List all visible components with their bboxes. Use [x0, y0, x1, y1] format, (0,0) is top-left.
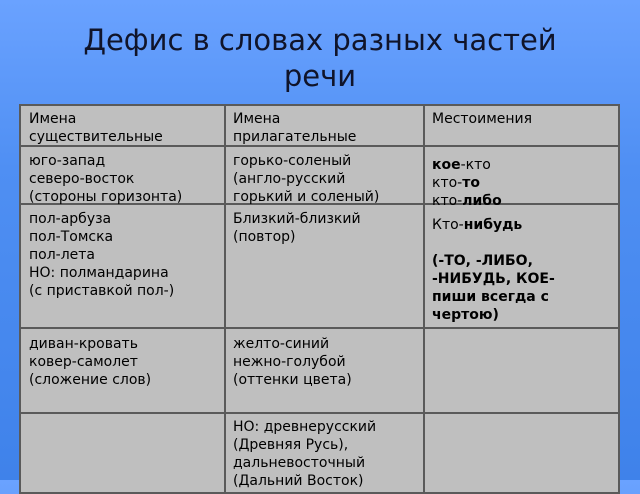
hyphen-rules-table: [19, 104, 620, 494]
adjectives-repeat-line-1: Близкий-близкий: [233, 211, 361, 227]
adjectives-repeat-cell: [233, 210, 361, 246]
rule-line-2: -НИБУДЬ, КОЕ-: [432, 271, 555, 287]
rule-line-3: пиши всегда с: [432, 289, 549, 305]
slide-title-line-2: речи: [283, 59, 357, 93]
nouns-compound-line-2: ковер-самолет: [29, 354, 138, 370]
adjectives-exception-line-1: НО: древнерусский: [233, 419, 377, 435]
adjectives-header-line-1: Имена: [233, 111, 281, 127]
libo-suffix: либо: [462, 193, 502, 209]
koe-prefix: кое: [432, 157, 461, 173]
nouns-pol-line-3: пол-лета: [29, 247, 96, 263]
nouns-compass-line-2: северо-восток: [29, 171, 135, 187]
adjectives-exception-cell: [233, 418, 376, 490]
spacer: [432, 234, 555, 252]
adjectives-taste-cell: [233, 152, 379, 206]
adjectives-header-line-2: прилагательные: [233, 129, 357, 145]
to-suffix: то: [462, 175, 480, 191]
adjectives-taste-line-3: горький и соленый): [233, 189, 380, 205]
adjectives-repeat-line-2: (повтор): [233, 229, 296, 245]
pronouns-particles-cell: [432, 156, 502, 210]
nouns-header-line-1: Имена: [29, 111, 77, 127]
pronouns-rule-cell: [432, 216, 555, 324]
koe-rest: -кто: [460, 157, 491, 173]
nouns-compass-cell: [29, 152, 182, 206]
rule-line-1: (-ТО, -ЛИБО,: [432, 253, 533, 269]
adjectives-taste-line-1: горько-соленый: [233, 153, 352, 169]
adjectives-exception-line-2: (Древняя Русь),: [233, 437, 349, 453]
pronoun-koe-kto: [432, 156, 502, 174]
nouns-header-line-2: существительные: [29, 129, 163, 145]
rule-line-4: чертою): [432, 307, 499, 323]
adjectives-color-line-2: нежно-голубой: [233, 354, 346, 370]
nouns-compound-line-3: (сложение слов): [29, 372, 152, 388]
pronoun-kto-nibud: [432, 216, 555, 234]
kto-to-base: кто-: [432, 175, 463, 191]
adjectives-exception-line-3: дальневосточный: [233, 455, 366, 471]
adjectives-taste-line-2: (англо-русский: [233, 171, 346, 187]
adjectives-color-line-3: (оттенки цвета): [233, 372, 352, 388]
pronouns-header-cell: [432, 110, 532, 128]
adjectives-header-cell: [233, 110, 356, 146]
adjectives-color-line-1: желто-синий: [233, 336, 330, 352]
kto-libo-base: кто-: [432, 193, 463, 209]
pronoun-kto-to: [432, 174, 502, 192]
slide-title: [0, 22, 640, 94]
nouns-compound-cell: [29, 335, 151, 389]
slide-title-line-1: Дефис в словах разных частей: [83, 23, 557, 57]
nouns-pol-line-1: пол-арбуза: [29, 211, 112, 227]
nibud-suffix: нибудь: [463, 217, 523, 233]
adjectives-color-cell: [233, 335, 352, 389]
pronouns-header: Местоимения: [432, 111, 533, 127]
pronoun-kto-libo: [432, 192, 502, 210]
nouns-compass-line-1: юго-запад: [29, 153, 106, 169]
nouns-pol-line-4: НО: полмандарина: [29, 265, 169, 281]
nouns-pol-cell: [29, 210, 174, 300]
adjectives-exception-line-4: (Дальний Восток): [233, 473, 364, 489]
nouns-pol-line-2: пол-Томска: [29, 229, 114, 245]
nouns-compound-line-1: диван-кровать: [29, 336, 138, 352]
nouns-pol-line-5: (с приставкой пол-): [29, 283, 175, 299]
kto-nibud-base: Кто-: [432, 217, 464, 233]
nouns-header-cell: [29, 110, 163, 146]
nouns-compass-line-3: (стороны горизонта): [29, 189, 183, 205]
